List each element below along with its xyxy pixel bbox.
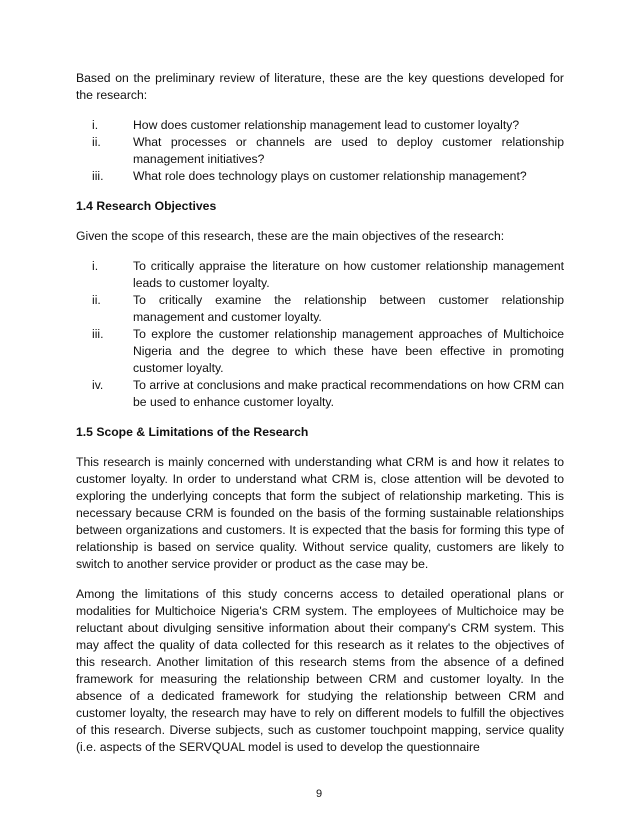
intro-paragraph: Based on the preliminary review of literature, these are the key questions developed for the research:: [76, 71, 564, 102]
list-number: ii.: [92, 135, 101, 149]
list-text: To critically appraise the literature on how customer relationship management leads to customer loyalty.: [133, 259, 564, 290]
list-text: To explore the customer relationship management approaches of Multichoice Nigeria and the degree to which these have been effective in promoting customer loyalty.: [133, 327, 564, 375]
section-heading-objectives: 1.4 Research Objectives: [76, 199, 217, 213]
list-item: [76, 326, 564, 377]
list-item: [76, 168, 564, 185]
list-text: What processes or channels are used to deploy customer relationship management initiatives?: [133, 135, 564, 166]
list-text: What role does technology plays on customer relationship management?: [133, 169, 527, 183]
list-item: [76, 258, 564, 292]
section-heading-scope: 1.5 Scope & Limitations of the Research: [76, 425, 309, 439]
objectives-intro-paragraph: Given the scope of this research, these are the main objectives of the research:: [76, 229, 505, 243]
list-number: i.: [92, 118, 99, 132]
research-objectives-list: [76, 258, 564, 411]
list-item: [76, 292, 564, 326]
list-text: How does customer relationship management lead to customer loyalty?: [133, 118, 520, 132]
list-text: To arrive at conclusions and make practical recommendations on how CRM can be used to enhance customer loyalty.: [133, 378, 564, 409]
list-item: [76, 117, 564, 134]
list-number: iii.: [92, 169, 104, 183]
list-number: i.: [92, 259, 99, 273]
research-questions-list: [76, 117, 564, 185]
list-text: To critically examine the relationship between customer relationship management and customer loyalty.: [133, 293, 564, 324]
limitations-paragraph: Among the limitations of this study concerns access to detailed operational plans or modalities for Multichoice Nigeria's CRM system. The employees of Multichoice may be reluctant about divulging sensitive information about their company's CRM system. This may affect the quality of data collected for this research as it relates to the objectives of this research. Another limitation of this research stems from the absence of a defined framework for measuring the relationship between CRM and customer loyalty. In the absence of a dedicated framework for studying the relationship between CRM and customer loyalty, the research may have to rely on different models to fulfill the objectives of this research. Diverse subjects, such as customer touchpoint mapping, service quality (i.e. aspects of the SERVQUAL model is used to develop the questionnaire: [76, 587, 564, 754]
list-item: [76, 134, 564, 168]
list-number: iv.: [92, 378, 104, 392]
list-number: iii.: [92, 327, 104, 341]
scope-paragraph: This research is mainly concerned with understanding what CRM is and how it relates to customer loyalty. In order to understand what CRM is, close attention will be devoted to exploring the underlying concepts that form the subject of relationship marketing. This is necessary because CRM is founded on the basis of the forming sustainable relationships between organizations and customers. It is expected that the basis for forming this type of relationship is based on service quality. Without service quality, customers are likely to switch to another service provider or product as the case may be.: [76, 455, 564, 571]
list-item: [76, 377, 564, 411]
list-number: ii.: [92, 293, 101, 307]
document-page: [76, 70, 564, 769]
page-number: 9: [315, 788, 323, 800]
